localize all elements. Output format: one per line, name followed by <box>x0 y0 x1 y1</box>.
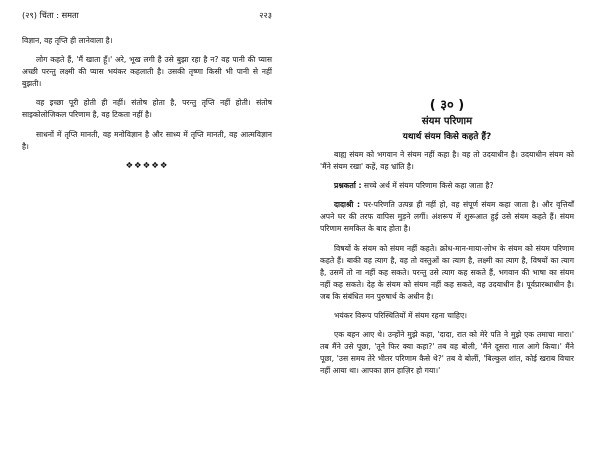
chapter-number: ( ३० ) <box>429 98 465 113</box>
answer-paragraph <box>320 199 574 235</box>
answer-text: पर-परिणति उत्पन्न ही नहीं हो, वह संपूर्ण संयम कहा जाता है। और वृत्तियाँ अपने घर की तरफ वापिस मुड़ने लगीं। अंशरूप में शुरूआत हुई उसे संयम कहते हैं। संयम परिणाम समकित के बाद होता है। <box>320 200 574 234</box>
paragraph: साधनों में तृप्ति मानती, वह मनोविज्ञान है और साध्य में तृप्ति मानती, वह आत्मविज्ञान है। <box>22 129 272 151</box>
questioner-label: प्रश्नकर्ता : <box>334 181 362 191</box>
page-number: २२३ <box>259 10 272 20</box>
paragraph: लोग कहते हैं, 'मैं खाता हूँ।' अरे, भूख लगी है उसे बुझा रहा है न? वह पानी की प्यास अच्छी परन्तु लक्ष्मी की प्यास भयंकर कहलाती है। उसकी तृष्णा किसी भी पानी से नहीं बुझती। <box>22 55 272 89</box>
chapter-title: संयम परिणाम <box>421 116 473 127</box>
running-header: (२९) चिंता : समता <box>22 10 79 20</box>
paragraph: वह इच्छा पूरी होती ही नहीं। संतोष होता है, परन्तु तृप्ति नहीं होती। संतोष साइकोलोजिकल परिणाम है, वह टिकता नहीं है। <box>22 98 272 120</box>
paragraph: बाह्य संयम को भगवान ने संयम नहीं कहा है। वह तो उदयाधीन है। उदयाधीन संयम को 'मैंने संयम रखा' कहें, वह भ्रांति है। <box>320 150 574 172</box>
question-paragraph <box>320 180 574 192</box>
left-page-header <box>22 10 272 21</box>
paragraph: एक बहन आए थे। उन्होंने मुझे कहा, 'दादा, रात को मेरे पति ने मुझे एक तमाचा मारा।' तब मैंने उसे पूछा, 'तूने फिर क्या कहा?' तब वह बोली, 'मैंने दूसरा गाल आगे किया।' मैंने पूछा, 'उस समय तेरे भीतर परिणाम कैसे थे?' तब वे बोलीं, 'बिल्कुल शांत, कोई खराब विचार नहीं आया था। आपका ज्ञान हाज़िर हो गया।' <box>320 330 574 376</box>
paragraph: विषयों के संयम को संयम नहीं कहते। क्रोध-मान-माया-लोभ के संयम को संयम परिणाम कहते हैं। बाकी वह त्याग है, वह तो वस्तुओं का त्याग है, लक्ष्मी का त्याग है, विषयों का त्याग है, उसमें तो ना नहीं कह सकते। परन्तु उसे त्याग कह सकते हैं, भगवान की भाषा का संयम नहीं कह सकते। देह के संयम को संयम नहीं कह सकते, वह उदयाधीन है। पूर्वप्रारब्धाधीन है। जब कि संबंधित मन पुरुषार्थ के अधीन है। <box>320 243 574 301</box>
section-heading: यथार्थ संयम किसे कहते हैं? <box>402 132 492 142</box>
dadashri-label: दादाश्री : <box>334 200 361 210</box>
right-page <box>300 0 600 463</box>
section-end-ornament: ❖❖❖❖❖ <box>125 160 169 171</box>
paragraph: भयंकर विरूप परिस्थितियों में संयम रहना चाहिए। <box>334 311 468 321</box>
question-text: सच्चे अर्थ में संयम परिणाम किसे कहा जाता है? <box>361 181 494 191</box>
paragraph: विज्ञान, वह तृप्ति ही लानेवाला है। <box>22 36 113 45</box>
